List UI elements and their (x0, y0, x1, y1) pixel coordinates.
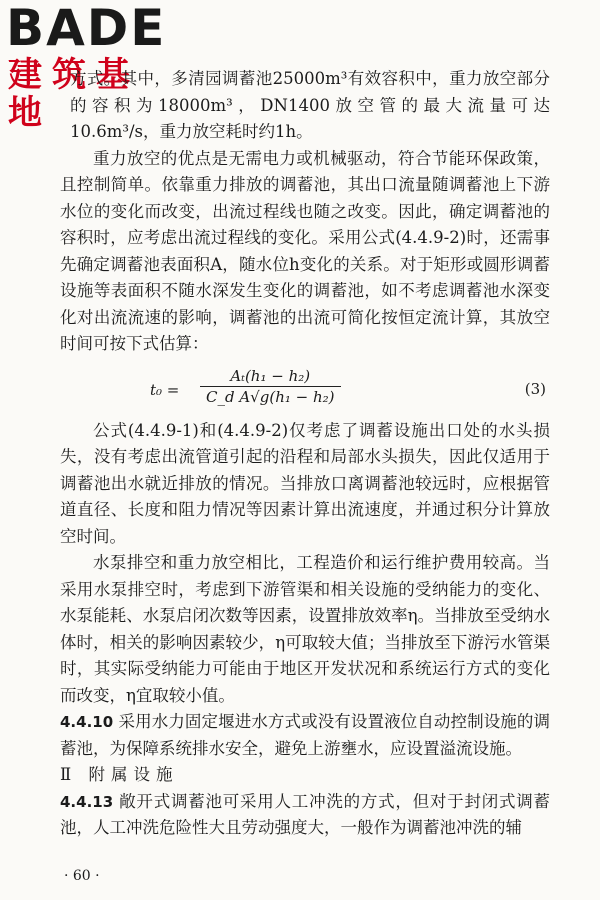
formula-fraction (150, 366, 341, 407)
clause-4-4-13 (60, 789, 550, 842)
page-body (60, 66, 550, 842)
formula-denominator: C_d A√g(h₁ − h₂) (206, 387, 335, 406)
clause-number: 4.4.10 (60, 713, 114, 731)
section-heading: Ⅱ 附属设施 (60, 765, 179, 784)
logo-chinese-text: 建筑基地 (8, 55, 140, 133)
formula-number: (3) (524, 379, 546, 398)
formula-numerator: Aₜ(h₁ − h₂) (200, 366, 341, 387)
clause-4-4-10 (60, 709, 550, 762)
paragraph-formula-scope: 公式(4.4.9-1)和(4.4.9-2)仅考虑了调蓄设施出口处的水头损失，没有考虑出流管道引起的沿程和局部水头损失，因此仅适用于调蓄池出水就近排放的情况。当排放口离调蓄池较远时，应根据管道直径、长度和阻力情况等因素计算出流速度，并通过积分计算放空时间。 (60, 420, 550, 546)
clause-text: 采用水力固定堰进水方式或没有设置液位自动控制设施的调蓄池，为保障系统排水安全，避免上游壅水，应设置溢流设施。 (60, 712, 551, 758)
clause-text: 敞开式调蓄池可采用人工冲洗的方式，但对于封闭式调蓄池，人工冲洗危险性大且劳动强度大，一般作为调蓄池冲洗的辅 (60, 791, 551, 837)
paragraph-pump-emptying: 水泵排空和重力放空相比，工程造价和运行维护费用较高。当采用水泵排空时，考虑到下游管渠和相关设施的受纳能力的变化、水泵能耗、水泵启闭次数等因素，设置排放效率η。当排放至受纳水体时，相关的影响因素较少，η可取较大值；当排放至下游污水管渠时，其实际受纳能力可能由于地区开发状况和系统运行方式的变化而改变，η宜取较小值。 (60, 553, 550, 705)
paragraph-gravity-emptying: 重力放空的优点是无需电力或机械驱动，符合节能环保政策，且控制简单。依靠重力排放的调蓄池，其出口流量随调蓄池上下游水位的变化而改变，出流过程线也随之改变。因此，确定调蓄池的容积时，应考虑出流过程线的变化。采用公式(4.4.9-2)时，还需事先确定调蓄池表面积A，随水位h变化的关系。对于矩形或圆形调蓄设施等表面积不随水深发生变化的调蓄池，如不考虑调蓄池水深变化对出流流速的影响，调蓄池的出流可简化按恒定流计算，其放空时间可按下式估算： (60, 148, 550, 353)
formula-lhs: t₀ = (150, 380, 180, 399)
clause-number: 4.4.13 (60, 792, 114, 811)
formula-3 (60, 360, 550, 414)
paragraph-continued: 方式。其中，多清园调蓄池25000m³有效容积中，重力放空部分的容积为18000m³，DN1400放空管的最大流量可达10.6m³/s，重力放空耗时约1h。 (70, 69, 550, 141)
logo-latin-text: BADE (6, 0, 167, 57)
page-number: · 60 · (64, 868, 100, 884)
